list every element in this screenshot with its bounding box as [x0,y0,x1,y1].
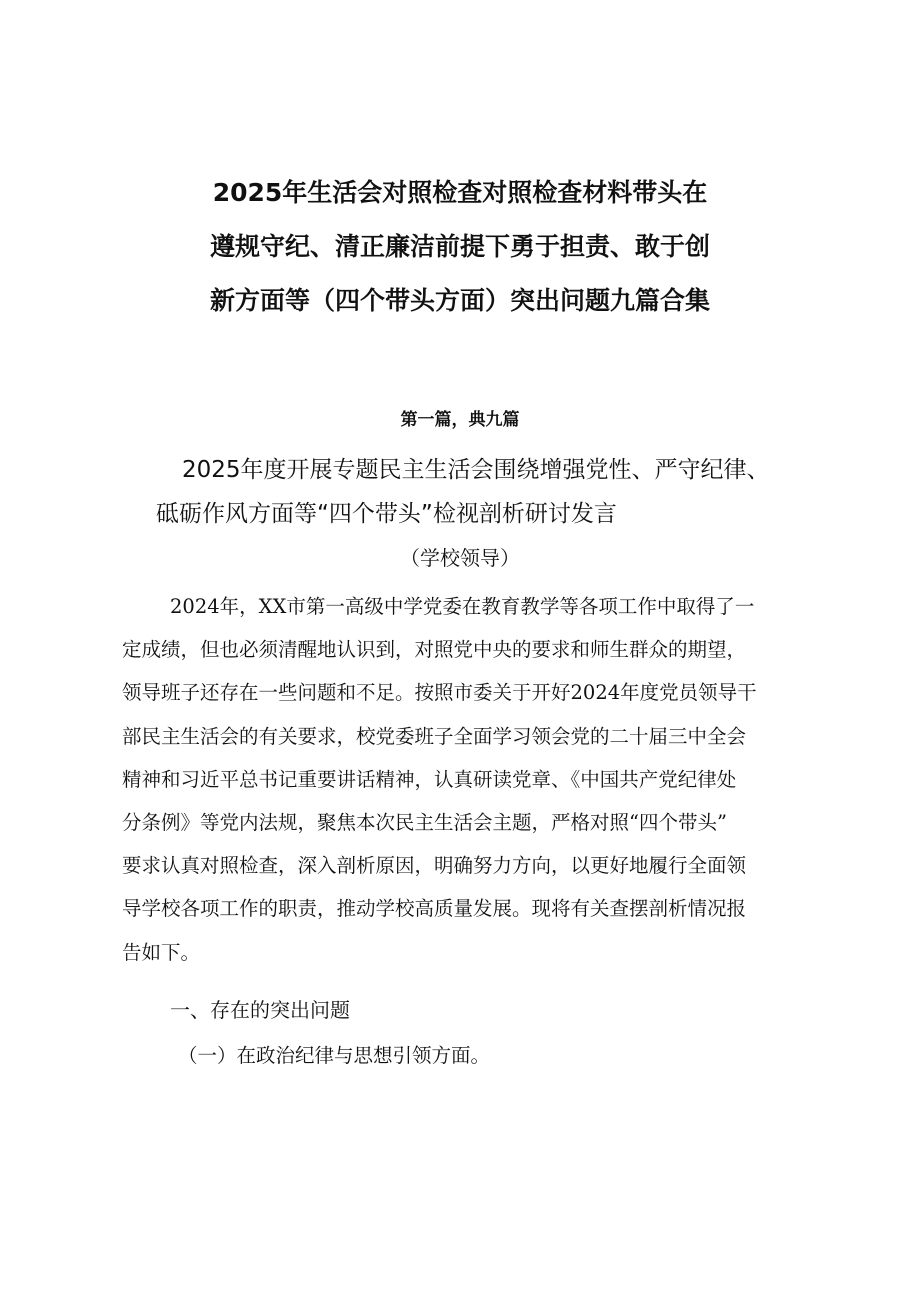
title-line-3: 新方面等（四个带头方面）突出问题九篇合集 [209,286,710,315]
body-line: 告如下。 [122,940,201,964]
body-line: 定成绩，但也必须清醒地认识到，对照党中央的要求和师生群众的期望， [122,638,747,662]
article-title-line-1: 2025年度开展专题民主生活会围绕增强党性、严守纪律、 [182,457,770,483]
body-line: 分条例》等党内法规，聚焦本次民主生活会主题，严格对照“四个带头” [122,811,727,835]
title-line-2: 遵规守纪、清正廉洁前提下勇于担责、敢于创 [209,232,710,261]
body-line: 精神和习近平总书记重要讲话精神，认真研读党章、《中国共产党纪律处 [122,767,737,791]
document-title [0,166,920,328]
article-subtitle-note: （学校领导） [400,546,520,570]
body-line: 要求认真对照检查，深入剖析原因，明确努力方向，以更好地履行全面领 [122,854,747,878]
title-line-1: 2025年生活会对照检查对照检查材料带头在 [212,178,708,207]
subsection-heading: （一）在政治纪律与思想引领方面。 [178,1044,491,1067]
body-line: 2024年，XX市第一高级中学党委在教育教学等各项工作中取得了一 [170,595,755,618]
article-title-line-2: 砥砺作风方面等“四个带头”检视剖析研讨发言 [156,501,617,527]
article-title [0,448,920,536]
body-line: 导学校各项工作的职责，推动学校高质量发展。现将有关查摆剖析情况报 [122,897,747,921]
body-paragraph [122,585,808,974]
section-label: 第一篇，典九篇 [400,410,520,430]
section-heading: 一、存在的突出问题 [170,998,350,1022]
body-line: 领导班子还存在一些问题和不足。按照市委关于开好2024年度党员领导干 [122,681,757,705]
body-line: 部民主生活会的有关要求，校党委班子全面学习领会党的二十届三中全会 [122,724,747,748]
